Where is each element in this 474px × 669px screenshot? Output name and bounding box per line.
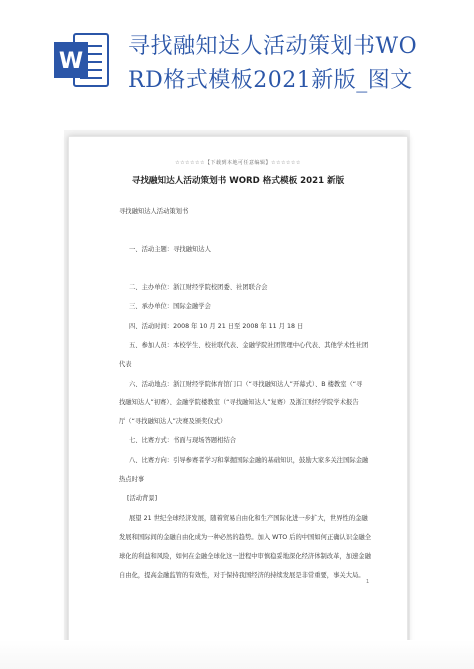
- title-line-1: 寻找融知达人活动策划书WO: [128, 34, 418, 59]
- doc-line: [活动背景]: [127, 495, 158, 502]
- doc-line: 找融知达人”初赛）、金融学院楼教室（“寻找融知达人”复赛）及浙江财经学院学术报告: [119, 399, 359, 406]
- bottom-fade: [0, 640, 474, 669]
- doc-line: 球化的利益和风险，如何在金融全球化这一进程中审慎稳妥地深化经济体制改革，加速金融: [119, 553, 371, 560]
- download-banner: ☆☆☆☆☆☆【下载到本地可任意编辑】☆☆☆☆☆☆: [175, 160, 301, 166]
- doc-line: 自由化，提高金融监管的有效性，对于保持我国经济的持续发展是非常重要，事关大局。: [119, 572, 365, 579]
- doc-line: 展望 21 世纪全球经济发展，随着贸易自由化和生产国际化进一步扩大，世界性的金融: [129, 515, 368, 522]
- doc-line: 代表: [119, 361, 132, 368]
- word-icon: [52, 30, 112, 90]
- page-title: [128, 30, 458, 98]
- page-number: 1: [366, 579, 370, 585]
- document-page: [68, 136, 408, 669]
- svg-text:W: W: [58, 49, 84, 74]
- doc-line: 厅（“寻找融知达人”决赛及颁奖仪式）: [119, 418, 227, 425]
- document-title: 寻找融知达人活动策划书 WORD 格式模板 2021 新版: [131, 176, 345, 186]
- doc-line: 热点时事: [119, 476, 145, 483]
- doc-line: 发展和国际间的金融自由化成为一种必然的趋势。加入 WTO 后的中国如何正确认识金融全: [119, 534, 372, 541]
- doc-line: 四、活动时间：2008 年 10 月 21 日至 2008 年 11 月 18 日: [129, 323, 304, 330]
- doc-line: 二、主办单位：浙江财经学院校团委、社团联合会: [129, 284, 268, 291]
- doc-line: 五、参加人员：本校学生、校社联代表、金融学院社团管理中心代表、其他学术性社团: [129, 342, 369, 349]
- doc-line: 八、比赛方向：引导参赛者学习和掌握国际金融的基础知识，鼓励大家多关注国际金融: [129, 457, 369, 464]
- title-line-2: RD格式模板2021新版_图文: [128, 68, 413, 93]
- doc-line: 一、活动主题：寻找融知达人: [129, 246, 211, 253]
- doc-line: 三、承办单位：国际金融学会: [129, 303, 211, 310]
- doc-line: 寻找融知达人活动策划书: [119, 208, 189, 215]
- header: [0, 0, 474, 110]
- doc-line: 七、比赛方式：书面与现场答题相结合: [129, 437, 237, 444]
- doc-line: 六、活动地点：浙江财经学院体育馆门口（“寻找融知达人”开幕式）、B 楼教室（“寻: [129, 381, 363, 388]
